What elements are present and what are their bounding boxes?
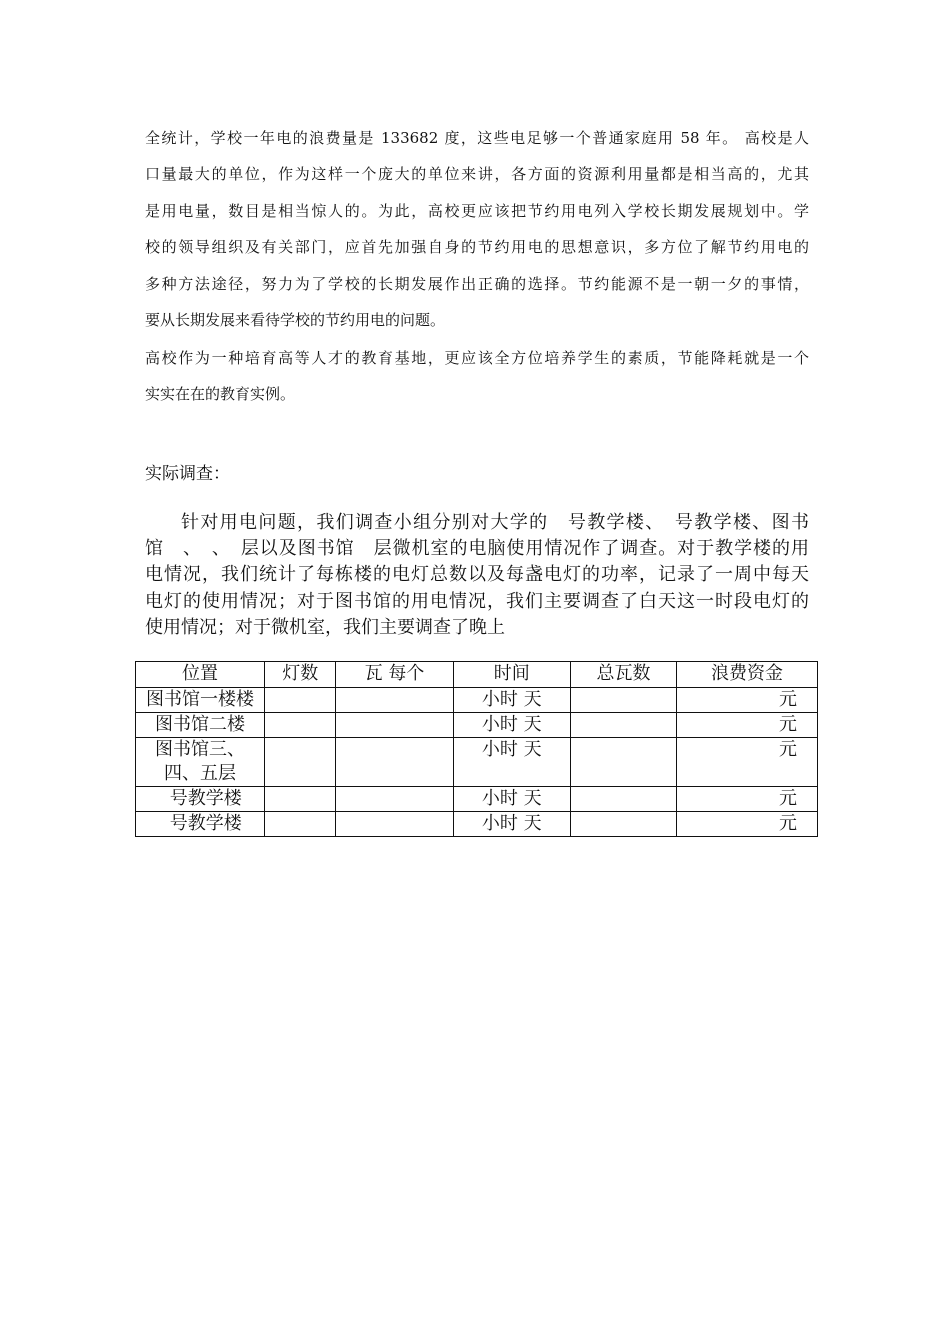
text-line: 是用电量，数目是相当惊人的。为此，高校更应该把节约用电列入学校长期发展规划中。学 <box>145 201 809 220</box>
cell-watts <box>336 812 453 837</box>
cell-lamps <box>265 812 336 837</box>
cell-watts <box>336 738 453 787</box>
cell-watts <box>336 787 453 812</box>
paragraph-statistics <box>145 120 809 338</box>
table-row <box>136 787 818 812</box>
table-row <box>136 688 818 713</box>
text-line: 馆 、 、 层以及图书馆 层微机室的电脑使用情况作了调查。对于教学楼的用 <box>145 538 809 560</box>
text-line: 口量最大的单位，作为这样一个庞大的单位来讲，各方面的资源利用量都是相当高的，尤其 <box>145 165 809 184</box>
text-line: 校的领导组织及有关部门，应首先加强自身的节约用电的思想意识，多方位了解节约用电的 <box>145 238 809 257</box>
cell-watts <box>336 713 453 738</box>
cell-time: 小时 天 <box>453 688 570 713</box>
cell-total <box>570 812 676 837</box>
paragraph-education <box>145 340 809 413</box>
column-header-time: 时间 <box>453 662 570 688</box>
section-heading: 实际调查： <box>145 464 230 484</box>
column-header-watts: 瓦 每个 <box>336 662 453 688</box>
cell-lamps <box>265 738 336 787</box>
cell-time: 小时 天 <box>453 738 570 787</box>
text-line: 全统计，学校一年电的浪费量是 133682 度，这些电足够一个普通家庭用 58 年。 高校是人 <box>145 129 809 147</box>
cell-location: 图书馆三、四、五层 <box>136 738 265 787</box>
table-row <box>136 713 818 738</box>
cell-money: 元 <box>677 812 818 837</box>
text-line: 电灯的使用情况；对于图书馆的用电情况，我们主要调查了白天这一时段电灯的 <box>145 590 809 612</box>
text-line: 电情况，我们统计了每栋楼的电灯总数以及每盏电灯的功率，记录了一周中每天 <box>145 564 809 586</box>
cell-watts <box>336 688 453 713</box>
cell-money: 元 <box>677 688 818 713</box>
cell-total <box>570 713 676 738</box>
cell-total <box>570 738 676 787</box>
cell-total <box>570 688 676 713</box>
cell-time: 小时 天 <box>453 812 570 837</box>
cell-money: 元 <box>677 787 818 812</box>
text-line: 要从长期发展来看待学校的节约用电的问题。 <box>145 311 446 330</box>
text-line: 使用情况；对于微机室，我们主要调查了晚上 <box>145 616 505 638</box>
cell-location: 号教学楼 <box>136 787 265 812</box>
survey-table <box>135 661 818 837</box>
column-header-wasted-money: 浪费资金 <box>677 662 818 688</box>
cell-location: 图书馆一楼楼 <box>136 688 265 713</box>
cell-lamps <box>265 688 336 713</box>
text-line: 实实在在的教育实例。 <box>145 385 296 404</box>
column-header-total-watts: 总瓦数 <box>570 662 676 688</box>
table-row <box>136 738 818 787</box>
table-header-row <box>136 662 818 688</box>
cell-time: 小时 天 <box>453 713 570 738</box>
text-line: 多种方法途径，努力为了学校的长期发展作出正确的选择。节约能源不是一朝一夕的事情， <box>145 274 809 293</box>
column-header-lamps: 灯数 <box>265 662 336 688</box>
text-line: 针对用电问题，我们调查小组分别对大学的 号教学楼、 号教学楼、图书 <box>181 512 809 533</box>
cell-time: 小时 天 <box>453 787 570 812</box>
paragraph-survey <box>145 510 809 641</box>
column-header-location: 位置 <box>136 662 265 688</box>
cell-location: 图书馆二楼 <box>136 713 265 738</box>
table-row <box>136 812 818 837</box>
cell-location: 号教学楼 <box>136 812 265 837</box>
cell-lamps <box>265 787 336 812</box>
cell-lamps <box>265 713 336 738</box>
text-line: 高校作为一种培育高等人才的教育基地，更应该全方位培养学生的素质，节能降耗就是一个 <box>145 349 809 367</box>
cell-total <box>570 787 676 812</box>
cell-money: 元 <box>677 713 818 738</box>
cell-money: 元 <box>677 738 818 787</box>
